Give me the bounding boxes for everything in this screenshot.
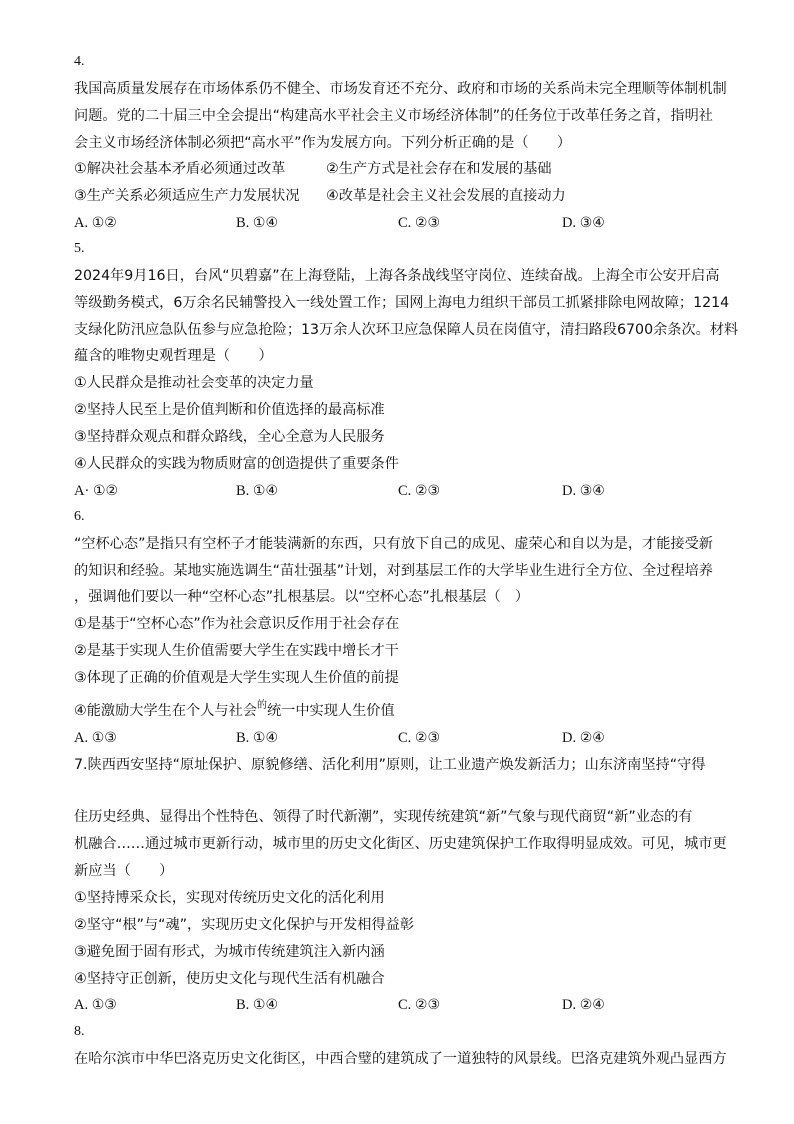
question-7-options <box>74 995 734 1015</box>
question-6-stem-line-3: ，强调他们要以一种“空杯心态”扎根基层。以“空杯心态”扎根基层（ ） <box>74 589 530 605</box>
question-6-option-b[interactable]: B. ①④ <box>236 730 279 746</box>
question-5-statement-4: ④人民群众的实践为物质财富的创造提供了重要条件 <box>74 456 399 472</box>
question-6-stem-line-1: “空杯心态”是指只有空杯子才能装满新的东西，只有放下自己的成见、虚荣心和自以为是，才能接受新 <box>74 536 713 552</box>
question-6-statement-2: ②是基于实现人生价值需要大学生在实践中增长才干 <box>74 643 399 659</box>
question-5-statement-3: ③坚持群众观点和群众路线，全心全意为人民服务 <box>74 429 385 445</box>
question-7-option-b[interactable]: B. ①④ <box>236 997 279 1013</box>
question-4-statement-2: ②生产方式是社会存在和发展的基础 <box>326 161 552 177</box>
question-6-statement-1: ①是基于“空杯心态”作为社会意识反作用于社会存在 <box>74 616 400 632</box>
question-6-stem-line-2: 的知识和经验。某地实施选调生“苗壮强基”计划，对到基层工作的大学毕业生进行全方位、全过程培养 <box>74 563 713 579</box>
question-4-stem-line-3: 会主义市场经济体制必须把“高水平”作为发展方向。下列分析正确的是（ ） <box>74 135 572 151</box>
question-7-stem-line-4: 新应当（ ） <box>74 863 174 879</box>
question-4-option-c[interactable]: C. ②③ <box>398 215 441 231</box>
question-6-options <box>74 728 734 748</box>
question-5-number: 5. <box>74 241 85 256</box>
question-5-statement-2: ②坚持人民至上是价值判断和价值选择的最高标准 <box>74 402 385 418</box>
question-4-option-a[interactable]: A. ①② <box>74 215 117 231</box>
question-5-option-c[interactable]: C. ②③ <box>398 483 441 499</box>
question-4-options <box>74 213 734 233</box>
question-4-number: 4. <box>74 54 85 69</box>
question-5-option-b[interactable]: B. ①④ <box>236 483 279 499</box>
question-7-statement-4: ④坚持守正创新，使历史文化与现代生活有机融合 <box>74 971 385 987</box>
question-6-statement-4 <box>74 701 395 723</box>
question-6-statement-3: ③体现了正确的价值观是大学生实现人生价值的前提 <box>74 670 399 686</box>
question-6-option-c[interactable]: C. ②③ <box>398 730 441 746</box>
question-7-option-a[interactable]: A. ①③ <box>74 997 117 1013</box>
question-4-statement-1: ①解决社会基本矛盾必须通过改革 <box>74 161 286 177</box>
question-4-stem-line-1: 我国高质量发展存在市场体系仍不健全、市场发育还不充分、政府和市场的关系尚未完全理顺等体制机制 <box>74 81 727 97</box>
question-8-number: 8. <box>74 1024 85 1039</box>
question-6-statement-4-superscript: 的 <box>256 700 267 711</box>
question-7-stem-line-2: 住历史经典、显得出个性特色、领得了时代新潮”，实现传统建筑“新”气象与现代商贸“新”业态的有 <box>74 809 693 825</box>
question-6-statement-4-part-2: 统一中实现人生价值 <box>266 703 395 719</box>
question-7-stem-line-1: 7.陕西西安坚持“原址保护、原貌修缮、活化利用”原则，让工业遗产焕发新活力；山东济南坚持“守得 <box>74 757 706 773</box>
question-7-statement-2: ②坚守“根”与“魂”，实现历史文化保护与开发相得益彰 <box>74 917 415 933</box>
question-5-options <box>74 481 734 501</box>
question-7-statement-1: ①坚持博采众长，实现对传统历史文化的活化利用 <box>74 890 385 906</box>
question-7-stem-line-3: 机融合……通过城市更新行动，城市里的历史文化街区、历史建筑保护工作取得明显成效。可见，城市更 <box>74 836 727 852</box>
question-4-option-d[interactable]: D. ③④ <box>562 215 605 231</box>
question-5-statement-1: ①人民群众是推动社会变革的决定力量 <box>74 375 314 391</box>
question-5-option-d[interactable]: D. ③④ <box>562 483 605 499</box>
question-5-stem-line-4: 蕴含的唯物史观哲理是（ ） <box>74 348 273 364</box>
question-6-statement-4-part-1: ④能激励大学生在个人与社会 <box>74 703 257 719</box>
question-4-statement-3: ③生产关系必须适应生产力发展状况 <box>74 188 300 204</box>
question-7-option-c[interactable]: C. ②③ <box>398 997 441 1013</box>
question-5-stem-line-3: 支绿化防汛应急队伍参与应急抢险；13万余人次环卫应急保障人员在岗值守，清扫路段6700余条次。材料 <box>74 322 739 338</box>
question-5-stem-line-2: 等级勤务模式，6万余名民辅警投入一线处置工作；国网上海电力组织干部员工抓紧排除电网故障；1214 <box>74 295 730 311</box>
question-7-statement-3: ③避免囿于固有形式，为城市传统建筑注入新内涵 <box>74 944 385 960</box>
question-6-option-d[interactable]: D. ②④ <box>562 730 605 746</box>
question-6-option-a[interactable]: A. ①③ <box>74 730 117 746</box>
question-5-stem-line-1: 2024年9月16日，台风“贝碧嘉”在上海登陆，上海各条战线坚守岗位、连续奋战。上海全市公安开启高 <box>74 268 720 284</box>
question-4-option-b[interactable]: B. ①④ <box>236 215 279 231</box>
question-4-stem-line-2: 问题。党的二十届三中全会提出“构建高水平社会主义市场经济体制”的任务位于改革任务之首，指明社 <box>74 108 713 124</box>
question-4-statement-4: ④改革是社会主义社会发展的直接动力 <box>326 188 566 204</box>
question-5-option-a[interactable]: A· ①② <box>74 483 119 499</box>
question-8-stem-line-1: 在哈尔滨市中华巴洛克历史文化街区，中西合璧的建筑成了一道独特的风景线。巴洛克建筑外观凸显西方 <box>74 1051 727 1067</box>
question-7-option-d[interactable]: D. ②④ <box>562 997 605 1013</box>
question-6-number: 6. <box>74 509 85 524</box>
